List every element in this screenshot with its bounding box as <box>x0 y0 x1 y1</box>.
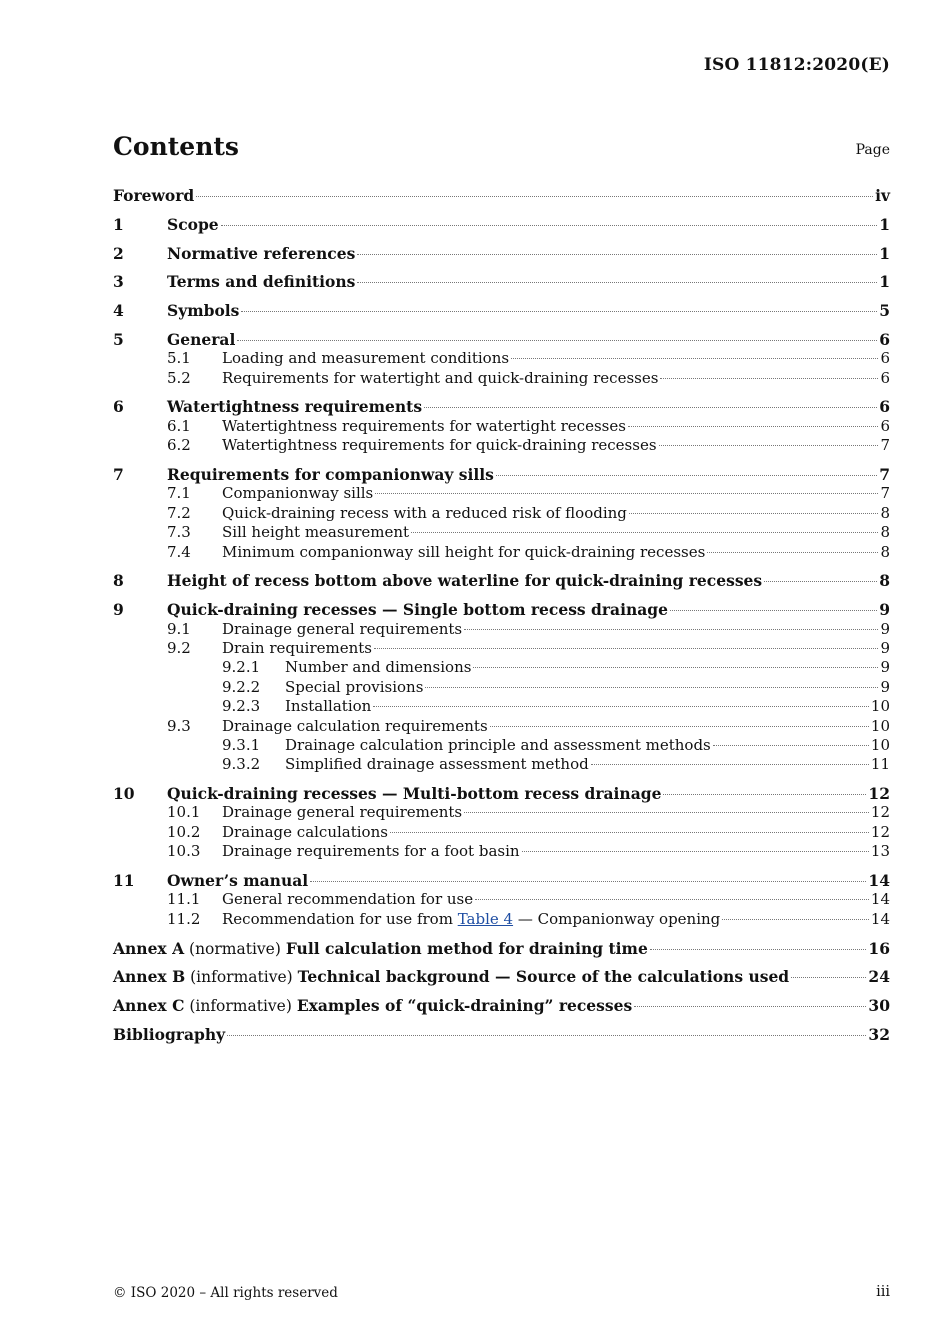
toc-entry-title: Symbols <box>167 301 240 321</box>
toc-entry-page: 8 <box>880 542 890 561</box>
toc-entry[interactable] <box>113 465 890 484</box>
dot-leader <box>310 881 866 882</box>
dot-leader <box>670 610 877 611</box>
toc-entry-page: 6 <box>880 416 890 435</box>
toc-entry[interactable] <box>113 244 890 263</box>
toc-entry[interactable] <box>113 996 890 1015</box>
toc-entry[interactable] <box>113 678 890 697</box>
toc-entry-title: Drainage requirements for a foot basin <box>222 842 520 861</box>
dot-leader <box>660 378 878 379</box>
dot-leader <box>464 812 869 813</box>
table-of-contents <box>113 186 890 1044</box>
dot-leader <box>713 745 869 746</box>
toc-entry-number: 7.4 <box>167 542 191 561</box>
toc-entry-page: 24 <box>868 967 890 987</box>
toc-entry-page: 14 <box>870 890 890 909</box>
annex-title: Technical background — Source of the calculations used <box>297 967 790 987</box>
annex-type: (informative) <box>184 997 297 1016</box>
toc-entry-number: 10.3 <box>167 842 201 861</box>
toc-entry[interactable] <box>113 910 890 929</box>
page-number: iii <box>876 1284 890 1300</box>
toc-entry-page: 6 <box>880 349 890 368</box>
toc-entry-title-part: — Companionway opening <box>513 909 721 928</box>
toc-entry-title: Foreword <box>113 186 195 205</box>
dot-leader <box>221 225 878 226</box>
toc-entry-number: 6 <box>113 397 124 417</box>
toc-entry[interactable] <box>113 658 890 677</box>
dot-leader <box>511 358 878 359</box>
toc-entry-number: 6.1 <box>167 416 191 435</box>
toc-entry-number: 8 <box>113 571 124 591</box>
toc-entry[interactable] <box>113 717 890 736</box>
toc-entry[interactable] <box>113 823 890 842</box>
dot-leader <box>707 552 878 553</box>
toc-entry-title: Scope <box>167 214 219 234</box>
toc-entry-number: 7.2 <box>167 503 191 522</box>
toc-entry[interactable] <box>113 890 890 909</box>
toc-entry-page: 30 <box>868 996 890 1016</box>
toc-entry[interactable] <box>113 842 890 861</box>
dot-leader <box>650 949 867 950</box>
toc-entry-page: 10 <box>870 697 890 716</box>
toc-entry-number: 9.3.2 <box>222 755 261 774</box>
toc-entry-page: 8 <box>879 571 890 591</box>
toc-entry[interactable] <box>113 784 890 803</box>
toc-entry[interactable] <box>113 755 890 774</box>
toc-entry-page: 12 <box>868 784 890 804</box>
toc-entry-page: 1 <box>879 214 890 234</box>
dot-leader <box>496 475 877 476</box>
annex-title: Full calculation method for draining time <box>285 938 648 958</box>
toc-entry-title: General <box>167 329 236 349</box>
toc-entry-page: 16 <box>868 938 890 958</box>
toc-entry-title: Quick-draining recesses — Single bottom recess drainage <box>167 600 668 620</box>
contents-heading: Contents <box>113 132 240 161</box>
toc-entry-page: 9 <box>880 619 890 638</box>
toc-entry-page: 5 <box>879 301 890 321</box>
dot-leader <box>722 919 869 920</box>
toc-entry-title <box>113 939 648 959</box>
toc-entry[interactable] <box>113 571 890 590</box>
toc-entry-page: 9 <box>880 677 890 696</box>
toc-entry-number: 4 <box>113 301 124 321</box>
dot-leader <box>390 832 869 833</box>
dot-leader <box>663 794 866 795</box>
dot-leader <box>241 311 877 312</box>
toc-entry-title <box>113 967 789 987</box>
dot-leader <box>628 426 879 427</box>
toc-entry-page: 14 <box>870 909 890 928</box>
toc-entry-number: 9.2.2 <box>222 677 261 696</box>
toc-entry-number: 7.3 <box>167 523 191 542</box>
toc-entry-title: General recommendation for use <box>222 890 474 909</box>
toc-entry-title: Simplified drainage assessment method <box>285 755 589 774</box>
toc-entry-page: 8 <box>880 503 890 522</box>
toc-entry-page: 6 <box>879 397 890 417</box>
toc-entry-page: 6 <box>880 368 890 387</box>
toc-entry-page: 7 <box>880 436 890 455</box>
toc-entry-page: 7 <box>879 465 890 485</box>
dot-leader <box>764 581 877 582</box>
annex-label: Annex C <box>113 996 185 1016</box>
toc-entry[interactable] <box>113 1025 890 1044</box>
dot-leader <box>375 493 878 494</box>
toc-entry-number: 7 <box>113 465 124 485</box>
toc-entry-page: 9 <box>880 638 890 657</box>
toc-entry-title: Watertightness requirements <box>167 397 423 417</box>
dot-leader <box>629 513 879 514</box>
toc-entry-page: 1 <box>879 243 890 263</box>
page-column-label: Page <box>855 142 890 158</box>
toc-entry-number: 9.3.1 <box>222 735 261 754</box>
dot-leader <box>591 764 869 765</box>
dot-leader <box>424 407 877 408</box>
toc-entry-page: 6 <box>879 329 890 349</box>
dot-leader <box>374 648 878 649</box>
toc-entry-page: iv <box>875 186 890 205</box>
toc-entry-title: Minimum companionway sill height for quick-draining recesses <box>222 542 706 561</box>
annex-label: Annex B <box>113 967 186 987</box>
toc-entry-title: Special provisions <box>285 677 424 696</box>
toc-entry-number: 9.2.1 <box>222 658 261 677</box>
toc-entry-number: 5.2 <box>167 368 191 387</box>
annex-type: (normative) <box>184 939 286 958</box>
toc-entry-page: 9 <box>879 600 890 620</box>
toc-entry-number: 9.2 <box>167 638 191 657</box>
toc-entry-number: 1 <box>113 214 124 234</box>
toc-entry-number: 11.1 <box>167 890 201 909</box>
toc-entry-title <box>222 910 720 929</box>
toc-entry[interactable] <box>113 803 890 822</box>
toc-entry-number: 9.1 <box>167 619 191 638</box>
toc-entry-title: Drain requirements <box>222 638 373 657</box>
toc-entry[interactable] <box>113 330 890 349</box>
toc-entry-page: 8 <box>880 523 890 542</box>
toc-entry-title: Loading and measurement conditions <box>222 349 510 368</box>
toc-entry[interactable] <box>113 215 890 234</box>
toc-entry-title: Bibliography <box>113 1024 226 1044</box>
dot-leader <box>475 899 869 900</box>
dot-leader <box>522 851 869 852</box>
dot-leader <box>464 629 878 630</box>
toc-entry-title: Owner’s manual <box>167 871 309 891</box>
toc-entry-title: Normative references <box>167 243 356 263</box>
toc-entry[interactable] <box>113 620 890 639</box>
toc-entry[interactable] <box>113 967 890 986</box>
toc-entry-page: 7 <box>880 484 890 503</box>
dot-leader <box>357 254 877 255</box>
toc-entry-number: 10 <box>113 784 135 804</box>
toc-entry-number: 10.2 <box>167 822 201 841</box>
toc-entry[interactable] <box>113 543 890 562</box>
dot-leader <box>490 726 869 727</box>
toc-entry-title: Installation <box>285 697 372 716</box>
toc-entry-page: 9 <box>880 658 890 677</box>
toc-entry[interactable] <box>113 504 890 523</box>
toc-entry-page: 11 <box>870 755 890 774</box>
toc-entry-number: 3 <box>113 272 124 292</box>
toc-entry-page: 12 <box>870 822 890 841</box>
toc-entry[interactable] <box>113 397 890 416</box>
toc-entry[interactable] <box>113 871 890 890</box>
dot-leader <box>411 532 878 533</box>
dot-leader <box>196 196 873 197</box>
toc-entry-number: 5.1 <box>167 349 191 368</box>
toc-entry[interactable] <box>113 436 890 455</box>
toc-entry-title: Number and dimensions <box>285 658 472 677</box>
toc-entry-title: Sill height measurement <box>222 523 410 542</box>
toc-entry-number: 7.1 <box>167 484 191 503</box>
toc-entry-page: 14 <box>868 871 890 891</box>
toc-entry[interactable] <box>113 417 890 436</box>
toc-entry[interactable] <box>113 369 890 388</box>
toc-entry-page: 10 <box>870 735 890 754</box>
toc-entry[interactable] <box>113 301 890 320</box>
toc-entry-number: 9.3 <box>167 716 191 735</box>
dot-leader <box>227 1035 866 1036</box>
toc-entry-title: Drainage general requirements <box>222 803 463 822</box>
toc-entry-number: 11.2 <box>167 909 201 928</box>
toc-entry-page: 12 <box>870 803 890 822</box>
toc-entry[interactable] <box>113 523 890 542</box>
toc-entry-page: 1 <box>879 272 890 292</box>
toc-entry-page: 32 <box>868 1024 890 1044</box>
toc-entry-number: 9 <box>113 600 124 620</box>
toc-entry-title: Drainage general requirements <box>222 619 463 638</box>
toc-entry-number: 11 <box>113 871 135 891</box>
toc-entry-number: 10.1 <box>167 803 201 822</box>
toc-entry-title: Drainage calculation principle and assessment methods <box>285 735 711 754</box>
annex-type: (informative) <box>185 968 298 987</box>
dot-leader <box>373 706 869 707</box>
toc-entry-title: Quick-draining recesses — Multi-bottom recess drainage <box>167 784 662 804</box>
toc-entry-title: Quick-draining recess with a reduced risk of flooding <box>222 503 627 522</box>
toc-entry-title: Watertightness requirements for watertight recesses <box>222 416 626 435</box>
toc-entry-title <box>113 996 632 1016</box>
toc-entry-title-part: Recommendation for use from <box>222 909 458 928</box>
toc-entry-title: Watertightness requirements for quick-draining recesses <box>222 436 657 455</box>
toc-entry-number: 2 <box>113 243 124 263</box>
toc-entry-page: 10 <box>870 716 890 735</box>
toc-entry-title: Height of recess bottom above waterline for quick-draining recesses <box>167 571 763 591</box>
toc-entry[interactable] <box>113 349 890 368</box>
dot-leader <box>357 282 877 283</box>
annex-title: Examples of “quick-draining” recesses <box>296 996 633 1016</box>
toc-entry[interactable] <box>113 639 890 658</box>
table-4-link[interactable]: Table 4 <box>457 909 514 928</box>
dot-leader <box>659 445 879 446</box>
toc-entry-title: Drainage calculations <box>222 822 388 841</box>
toc-entry-title: Requirements for watertight and quick-draining recesses <box>222 368 659 387</box>
dot-leader <box>473 667 878 668</box>
toc-entry[interactable] <box>113 484 890 503</box>
toc-entry[interactable] <box>113 186 890 205</box>
toc-entry-number: 5 <box>113 329 124 349</box>
toc-entry[interactable] <box>113 939 890 958</box>
dot-leader <box>634 1006 866 1007</box>
annex-label: Annex A <box>113 938 185 958</box>
dot-leader <box>791 977 866 978</box>
toc-entry[interactable] <box>113 272 890 291</box>
toc-entry[interactable] <box>113 736 890 755</box>
toc-entry-number: 9.2.3 <box>222 697 261 716</box>
dot-leader <box>425 687 878 688</box>
dot-leader <box>237 340 877 341</box>
copyright-notice: © ISO 2020 – All rights reserved <box>113 1285 338 1301</box>
toc-entry-title: Drainage calculation requirements <box>222 716 488 735</box>
toc-entry[interactable] <box>113 600 890 619</box>
toc-entry-page: 13 <box>870 842 890 861</box>
toc-entry-number: 6.2 <box>167 436 191 455</box>
toc-entry-title: Companionway sills <box>222 484 374 503</box>
toc-entry-title: Requirements for companionway sills <box>167 465 494 485</box>
toc-entry-title: Terms and definitions <box>167 272 356 292</box>
document-identifier: ISO 11812:2020(E) <box>703 55 890 75</box>
toc-entry[interactable] <box>113 697 890 716</box>
